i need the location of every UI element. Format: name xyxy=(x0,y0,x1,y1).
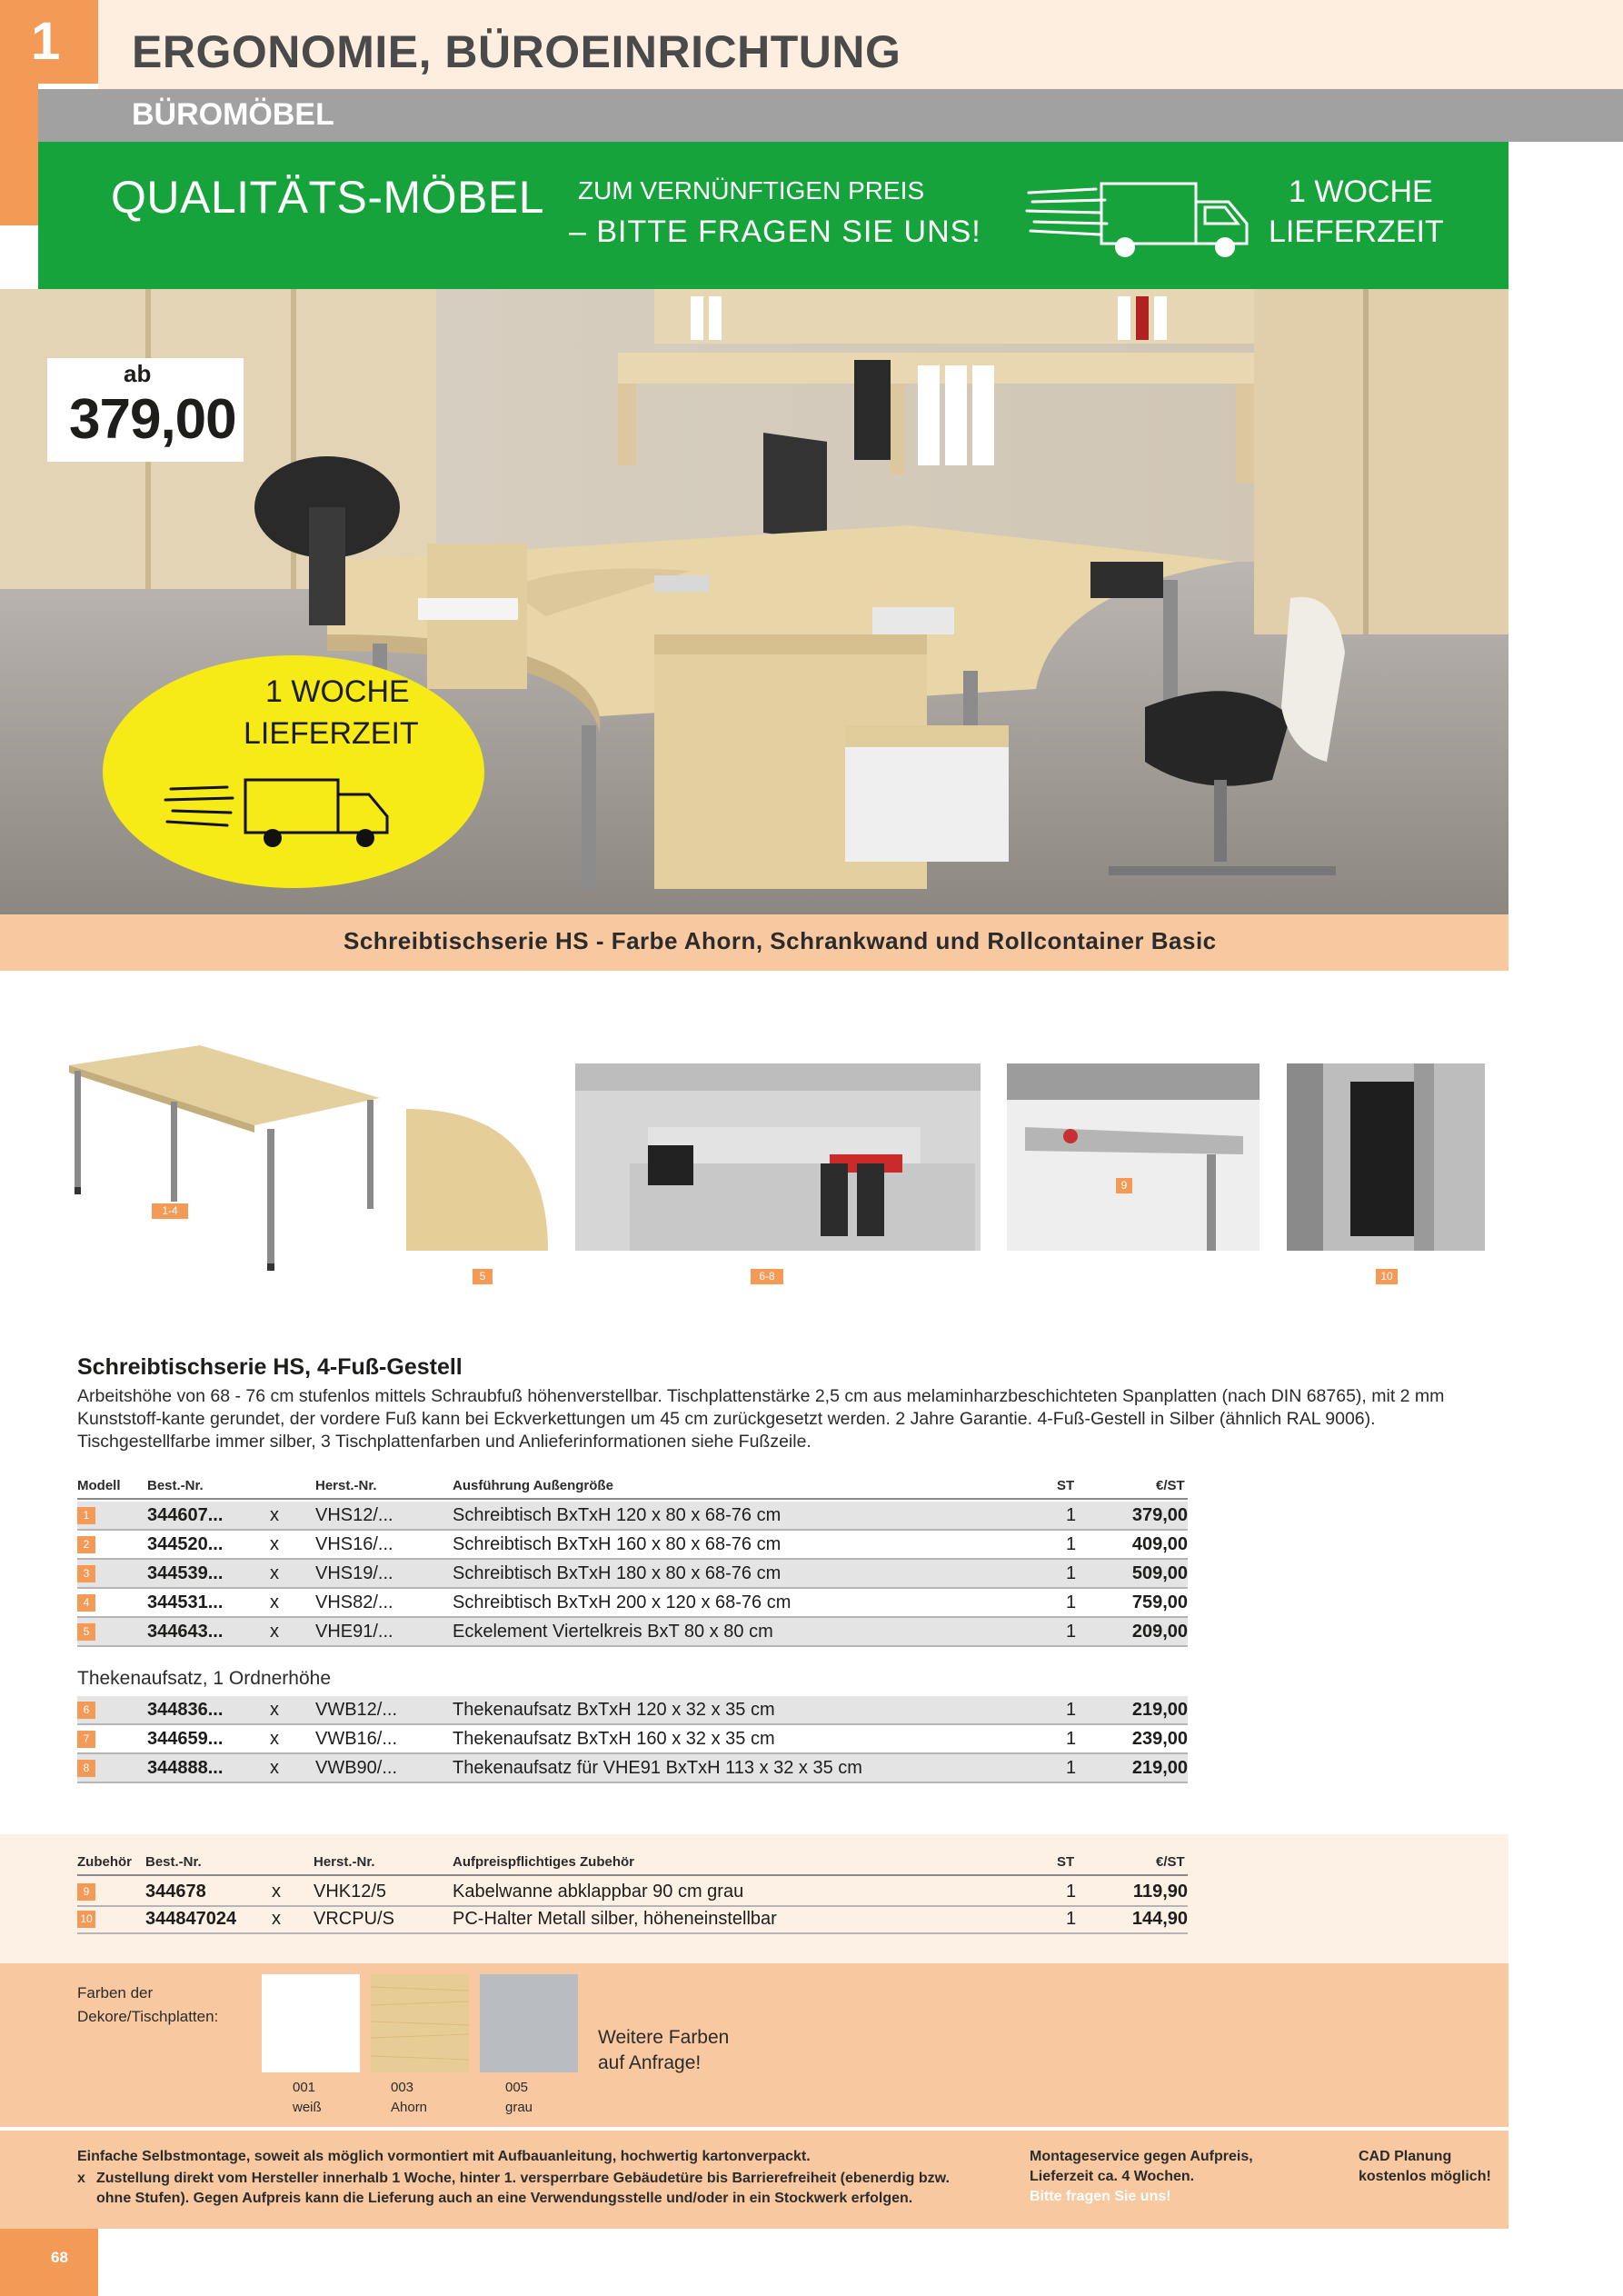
product-spec: Schreibtisch BxTxH 160 x 80 x 68-76 cm xyxy=(453,1534,782,1554)
row-number: 5 xyxy=(77,1623,95,1641)
color-swatch-grey xyxy=(480,1974,578,2072)
badge-line1: 1 WOCHE xyxy=(265,674,410,709)
cross-marker: x xyxy=(270,1622,279,1642)
footer-note-marker: x xyxy=(77,2171,85,2186)
cross-marker: x xyxy=(270,1505,279,1525)
table-row xyxy=(77,1754,1188,1783)
row-number: 3 xyxy=(77,1565,95,1582)
price: 209,00 xyxy=(1131,1622,1188,1642)
col-qty: ST xyxy=(1057,1854,1075,1870)
promo-delivery-line2: LIEFERZEIT xyxy=(1269,215,1444,249)
order-number: 344847024 xyxy=(145,1909,237,1929)
col-qty: ST xyxy=(1057,1478,1075,1493)
page-number-tab xyxy=(0,2229,98,2296)
col-accessory: Zubehör xyxy=(77,1854,132,1870)
table-rule xyxy=(77,1498,1188,1500)
manufacturer-number: VHS12/... xyxy=(315,1505,393,1525)
order-number: 344607... xyxy=(147,1505,224,1525)
order-number: 344531... xyxy=(147,1592,224,1612)
chapter-stripe xyxy=(0,84,38,225)
col-mfr: Herst.-Nr. xyxy=(314,1854,375,1870)
row-number: 7 xyxy=(77,1731,95,1748)
thumb-badge: 1-4 xyxy=(152,1203,188,1219)
price: 219,00 xyxy=(1131,1700,1188,1720)
quantity: 1 xyxy=(1066,1758,1077,1778)
price: 509,00 xyxy=(1131,1563,1188,1583)
table-row xyxy=(77,1725,1188,1754)
table-row xyxy=(77,1618,1188,1647)
swatch-code: 005 xyxy=(505,2080,529,2095)
price-prefix: ab xyxy=(124,360,152,387)
hero-caption: Schreibtischserie HS - Farbe Ahorn, Schrankwand und Rollcontainer Basic xyxy=(344,927,1217,954)
price: 144,90 xyxy=(1131,1909,1188,1929)
footer-note-assembly: Einfache Selbstmontage, soweit als möglich vormontiert mit Aufbauanleitung, hochwertig kartonverpackt. xyxy=(77,2149,811,2164)
promo-price-line1: ZUM VERNÜNFTIGEN PREIS xyxy=(578,176,925,205)
cross-marker: x xyxy=(270,1729,279,1749)
footer-note-delivery-1: Zustellung direkt vom Hersteller innerhalb 1 Woche, hinter 1. versperrbare Gebäudetüre bis Barrierefreiheit (ebenerdig bzw. xyxy=(96,2171,950,2186)
col-order: Best.-Nr. xyxy=(147,1478,204,1493)
product-spec: Schreibtisch BxTxH 180 x 80 x 68-76 cm xyxy=(453,1563,782,1583)
table-row xyxy=(77,1878,1188,1907)
order-number: 344520... xyxy=(147,1534,224,1554)
thumb-badge: 9 xyxy=(1116,1178,1132,1193)
thumb-counter xyxy=(575,1063,981,1251)
manufacturer-number: VHE91/... xyxy=(315,1622,393,1642)
order-number: 344643... xyxy=(147,1622,224,1642)
col-price: €/ST xyxy=(1156,1478,1185,1493)
order-number: 344836... xyxy=(147,1700,224,1720)
quantity: 1 xyxy=(1066,1563,1077,1583)
order-number: 344678 xyxy=(145,1882,206,1902)
thumb-cable-tray xyxy=(1007,1063,1260,1251)
manufacturer-number: VHK12/5 xyxy=(314,1882,387,1902)
col-model: Modell xyxy=(77,1478,121,1493)
table-row xyxy=(77,1531,1188,1560)
more-colors-note xyxy=(598,2025,729,2076)
color-swatch-white xyxy=(262,1974,360,2072)
quantity: 1 xyxy=(1066,1729,1077,1749)
colors-label-line1: Farben der xyxy=(77,1984,154,2002)
delivery-truck-icon xyxy=(1023,171,1256,262)
manufacturer-number: VWB16/... xyxy=(315,1729,398,1749)
table-rule xyxy=(77,1874,1188,1876)
page-number: 68 xyxy=(51,2249,68,2266)
thumb-badge: 6-8 xyxy=(751,1269,783,1284)
colors-label xyxy=(77,1982,259,2029)
product-description: Arbeitshöhe von 68 - 76 cm stufenlos mittels Schraubfuß höhenverstellbar. Tischplattenstärke 2,5 cm aus melaminharzbeschichteten Spanplatten (nach DIN 68765), mit 2 mm Kunststoff-kante gerundet, der vordere Fuß kann bei Eckverkettungen um 45 cm zurückgesetzt werden. 2 Jahre Garantie. 4-Fuß-Gestell in Silber (ähnlich RAL 9006). Tischgestellfarbe immer silber, 3 Tischplattenfarben und Anlieferinformationen siehe Fußzeile. xyxy=(77,1386,1445,1452)
product-spec: Thekenaufsatz BxTxH 160 x 32 x 35 cm xyxy=(453,1729,775,1749)
manufacturer-number: VWB90/... xyxy=(315,1758,398,1778)
chapter-number: 1 xyxy=(31,12,61,71)
row-number: 10 xyxy=(77,1911,95,1928)
more-colors-line1: Weitere Farben xyxy=(598,2027,730,2048)
manufacturer-number: VHS19/... xyxy=(315,1563,393,1583)
chapter-tab xyxy=(0,0,98,84)
promo-price-line2: – BITTE FRAGEN SIE UNS! xyxy=(569,215,981,249)
table-row xyxy=(77,1905,1188,1934)
cross-marker: x xyxy=(270,1758,279,1778)
cross-marker: x xyxy=(270,1592,279,1612)
thumb-desk xyxy=(64,1045,386,1282)
col-price: €/ST xyxy=(1156,1854,1185,1870)
row-number: 2 xyxy=(77,1536,95,1553)
thumb-pc-holder xyxy=(1287,1063,1485,1251)
price: 759,00 xyxy=(1131,1592,1188,1612)
product-spec: Kabelwanne abklappbar 90 cm grau xyxy=(453,1882,744,1902)
price: 119,90 xyxy=(1132,1882,1188,1902)
product-spec: Schreibtisch BxTxH 200 x 120 x 68-76 cm xyxy=(453,1592,792,1612)
price: 239,00 xyxy=(1131,1729,1188,1749)
product-spec: Thekenaufsatz BxTxH 120 x 32 x 35 cm xyxy=(453,1700,775,1720)
footer-note-delivery-2: ohne Stufen). Gegen Aufpreis kann die Lieferung auch an eine Verwendungsstelle und/oder in ein Stockwerk erfolgen. xyxy=(96,2191,913,2206)
cross-marker: x xyxy=(270,1534,279,1554)
counter-subheading: Thekenaufsatz, 1 Ordnerhöhe xyxy=(77,1668,332,1689)
price-value: 379,00 xyxy=(69,388,236,451)
section-title: BÜROMÖBEL xyxy=(132,97,334,132)
badge-line2: LIEFERZEIT xyxy=(244,716,419,751)
quantity: 1 xyxy=(1066,1882,1077,1902)
thumb-badge: 10 xyxy=(1376,1269,1398,1284)
manufacturer-number: VHS16/... xyxy=(315,1534,393,1554)
cross-marker: x xyxy=(270,1563,279,1583)
more-colors-line2: auf Anfrage! xyxy=(598,2052,702,2073)
cross-marker: x xyxy=(272,1882,281,1902)
product-spec: PC-Halter Metall silber, höheneinstellbar xyxy=(453,1909,777,1929)
manufacturer-number: VRCPU/S xyxy=(314,1909,394,1929)
quantity: 1 xyxy=(1066,1592,1077,1612)
price: 409,00 xyxy=(1131,1534,1188,1554)
montage-line2: Lieferzeit ca. 4 Wochen. xyxy=(1030,2169,1195,2184)
col-order: Best.-Nr. xyxy=(145,1854,202,1870)
manufacturer-number: VHS82/... xyxy=(315,1592,393,1612)
cad-line1: CAD Planung xyxy=(1359,2149,1452,2164)
quantity: 1 xyxy=(1066,1534,1077,1554)
product-spec: Eckelement Viertelkreis BxT 80 x 80 cm xyxy=(453,1622,773,1642)
swatch-code: 001 xyxy=(293,2080,316,2095)
table-row xyxy=(77,1502,1188,1531)
product-spec: Thekenaufsatz für VHE91 BxTxH 113 x 32 x 35 cm xyxy=(453,1758,862,1778)
col-mfr: Herst.-Nr. xyxy=(315,1478,377,1493)
product-title: Schreibtischserie HS, 4-Fuß-Gestell xyxy=(77,1354,463,1380)
row-number: 1 xyxy=(77,1507,95,1524)
colors-label-line2: Dekore/Tischplatten: xyxy=(77,2008,219,2025)
manufacturer-number: VWB12/... xyxy=(315,1700,398,1720)
quantity: 1 xyxy=(1066,1700,1077,1720)
order-number: 344888... xyxy=(147,1758,224,1778)
quantity: 1 xyxy=(1066,1505,1077,1525)
promo-delivery-line1: 1 WOCHE xyxy=(1289,175,1433,209)
thumb-badge: 5 xyxy=(473,1269,493,1284)
price: 219,00 xyxy=(1131,1758,1188,1778)
promo-title: QUALITÄTS-MÖBEL xyxy=(111,172,545,223)
row-number: 6 xyxy=(77,1702,95,1719)
row-number: 8 xyxy=(77,1760,95,1777)
cross-marker: x xyxy=(272,1909,281,1929)
swatch-name: Ahorn xyxy=(391,2100,428,2115)
order-number: 344659... xyxy=(147,1729,224,1749)
color-swatch-maple xyxy=(371,1974,469,2072)
row-number: 4 xyxy=(77,1594,95,1612)
order-number: 344539... xyxy=(147,1563,224,1583)
row-number: 9 xyxy=(77,1883,95,1901)
page-title: ERGONOMIE, BÜROEINRICHTUNG xyxy=(132,26,901,77)
cross-marker: x xyxy=(270,1700,279,1720)
swatch-code: 003 xyxy=(391,2080,414,2095)
cad-line2: kostenlos möglich! xyxy=(1359,2169,1491,2184)
col-spec: Aufpreispflichtiges Zubehör xyxy=(453,1854,635,1870)
col-spec: Ausführung Außengröße xyxy=(453,1478,613,1493)
swatch-name: weiß xyxy=(293,2100,322,2115)
montage-line3: Bitte fragen Sie uns! xyxy=(1030,2189,1171,2204)
thumb-corner xyxy=(406,1109,548,1251)
quantity: 1 xyxy=(1066,1622,1077,1642)
swatch-name: grau xyxy=(505,2100,533,2115)
product-spec: Schreibtisch BxTxH 120 x 80 x 68-76 cm xyxy=(453,1505,782,1525)
table-row xyxy=(77,1696,1188,1725)
table-row xyxy=(77,1589,1188,1618)
quantity: 1 xyxy=(1066,1909,1077,1929)
price: 379,00 xyxy=(1131,1505,1188,1525)
montage-line1: Montageservice gegen Aufpreis, xyxy=(1030,2149,1253,2164)
table-row xyxy=(77,1560,1188,1589)
